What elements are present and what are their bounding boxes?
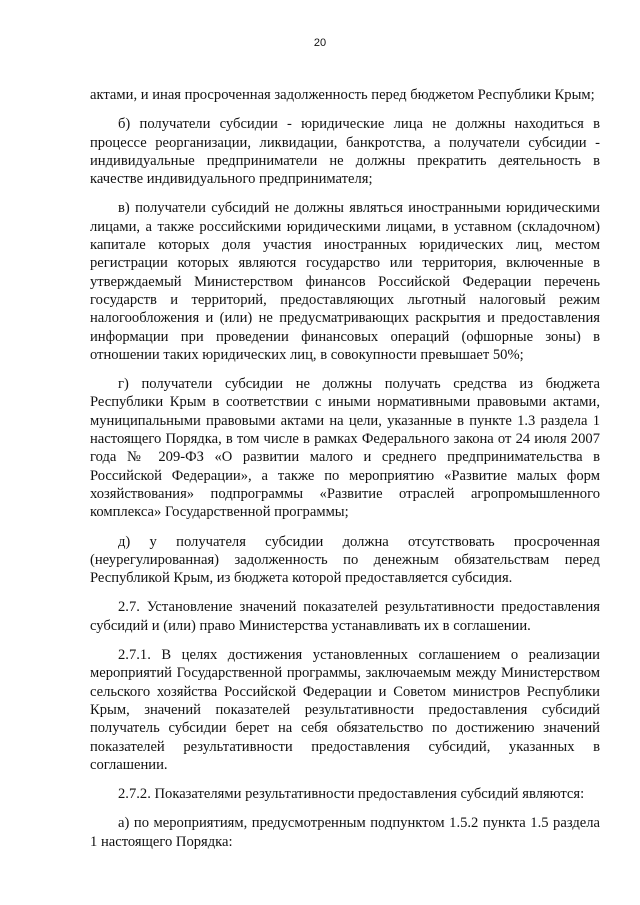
page-number: 20 [313,37,327,49]
paragraph-continuation: актами, и иная просроченная задолженность перед бюджетом Республики Крым; [90,87,595,103]
paragraph-item-d: д) у получателя субсидии должна отсутствовать просроченная (неурегулированная) задолженность по денежным обязательствам перед Республикой Крым, из бюджета которой предоставляется субсидия. [90,533,600,587]
paragraph-item-v: в) получатели субсидий не должны являться иностранными юридическими лицами, а также российскими юридическими лицами, в уставном (складочном) капитале которых доля участия иностранных юридических лиц, местом регистрации которых являются государство или территория, включенные в утверждаемый Министерством финансов Российской Федерации перечень государств и территорий, предоставляющих льготный налоговый режим налогообложения и (или) не предусматривающих раскрытия и предоставления информации при проведении финансовых операций (офшорные зоны) в отношении таких юридических лиц, в совокупности превышает 50%; [90,200,600,363]
document-body [90,86,600,851]
paragraph-2-7-2: 2.7.2. Показателями результативности предоставления субсидий являются: [118,786,585,803]
paragraph-2-7-1: 2.7.1. В целях достижения установленных соглашением о реализации мероприятий Государственной программы, заключаемым между Министерством сельского хозяйства Российской Федерации и Советом министров Республики Крым, значений показателей результативности предоставления субсидий получатель субсидии берет на себя обязательство по достижению значений показателей результативности предоставления субсидий, указанных в соглашении. [90,647,600,773]
paragraph-item-b: б) получатели субсидии - юридические лица не должны находиться в процессе реорганизации, ликвидации, банкротства, а получатели субсидии - индивидуальные предприниматели не должны прекратить деятельность в качестве индивидуального предпринимателя; [90,116,600,188]
paragraph-2-7: 2.7. Установление значений показателей результативности предоставления субсидий и (или) право Министерства устанавливать их в соглашении. [90,599,600,634]
paragraph-item-g: г) получатели субсидии не должны получать средства из бюджета Республики Крым в соответствии с иными нормативными правовыми актами, муниципальными правовыми актами на цели, указанные в пункте 1.3 раздела 1 настоящего Порядка, в том числе в рамках Федерального закона от 24 июля 2007 года № 209-ФЗ «О развитии малого и среднего предпринимательства в Российской Федерации», а также по мероприятию «Развитие малых форм хозяйствования» подпрограммы «Развитие отраслей агропромышленного комплекса» Государственной программы; [90,376,600,521]
paragraph-item-a: а) по мероприятиям, предусмотренным подпунктом 1.5.2 пункта 1.5 раздела 1 настоящего Порядка: [90,815,600,850]
